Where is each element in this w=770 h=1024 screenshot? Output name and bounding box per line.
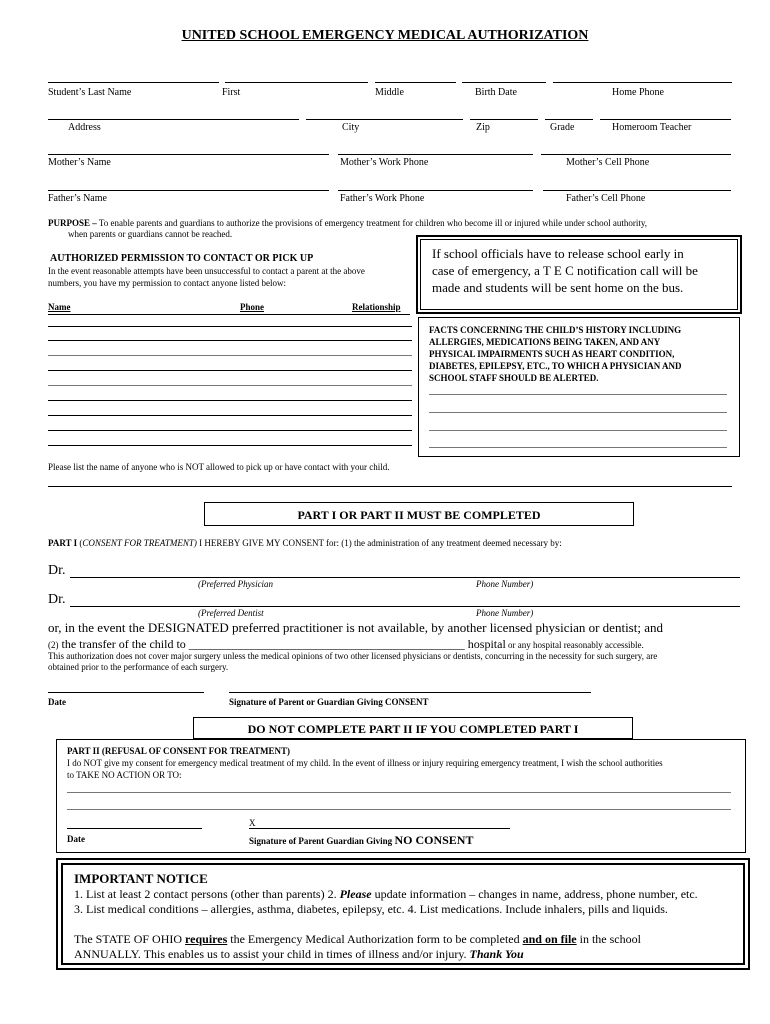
preferred-physician-label: (Preferred Physician — [198, 579, 274, 589]
facts-line-5: SCHOOL STAFF SHOULD BE ALERTED. — [429, 373, 599, 383]
facts-line[interactable] — [429, 430, 727, 431]
col-relationship-header: Relationship — [352, 302, 401, 312]
notice-state-2: the Emergency Medical Authorization form to be completed — [227, 932, 523, 946]
facts-line[interactable] — [429, 412, 727, 413]
contact-line[interactable] — [48, 326, 412, 327]
notice-item-1 — [74, 887, 698, 902]
homeroom-teacher-label: Homeroom Teacher — [612, 122, 692, 133]
purpose-text-1: To enable parents and guardians to authorize the provisions of emergency treatment for children who become ill or injured while under school authority, — [96, 218, 648, 228]
part1-label: PART I — [48, 538, 78, 548]
birth-date-label: Birth Date — [475, 87, 517, 98]
part2-signature-prefix: Signature of Parent Guardian Giving — [249, 836, 395, 846]
part2-text-2: to TAKE NO ACTION OR TO: — [67, 770, 182, 780]
preferred-dentist-label: (Preferred Dentist — [198, 608, 264, 618]
part2-instruction-line[interactable] — [67, 809, 731, 810]
first-name-label: First — [222, 87, 241, 98]
part2-signature-label — [249, 831, 473, 849]
auth-contact-text-2: numbers, you have my permission to contact anyone listed below: — [48, 278, 286, 288]
part2-x-mark: X — [249, 818, 256, 828]
notice-state-line — [74, 932, 641, 947]
notice-requires: requires — [185, 932, 228, 946]
dr1-label: Dr. — [48, 563, 66, 578]
mothers-work-phone-label: Mother’s Work Phone — [340, 157, 429, 168]
early-release-line-1: If school officials have to release school early in — [432, 246, 684, 261]
part1-signature-label: Signature of Parent or Guardian Giving CONSENT — [229, 697, 429, 707]
part1-date-label: Date — [48, 697, 66, 707]
fathers-work-phone-field[interactable] — [338, 190, 533, 191]
purpose-line-1 — [48, 218, 647, 228]
col-phone-header: Phone — [240, 302, 265, 312]
transfer-text: the transfer of the child to ______________________________________________ hospital — [58, 637, 506, 651]
notice-thank-you: Thank You — [469, 947, 524, 961]
first-name-field[interactable] — [225, 82, 368, 83]
contact-header-rule — [48, 314, 410, 315]
notice-annual-line — [74, 947, 524, 962]
notice-item-3: 3. List medical conditions – allergies, asthma, diabetes, epilepsy, etc. 4. List medications. Include inhalers, pills and liquids. — [74, 902, 668, 916]
notice-item-1-text: 1. List at least 2 contact persons (other than parents) 2. — [74, 887, 340, 901]
or-text: or, in the event the DESIGNATED preferred practitioner is not available, by another licensed physician or dentist; and — [48, 620, 663, 635]
part2-signature-field[interactable] — [249, 828, 510, 829]
facts-line-3: PHYSICAL IMPAIRMENTS SUCH AS HEART CONDITION, — [429, 349, 675, 359]
facts-line-1: FACTS CONCERNING THE CHILD’S HISTORY INCLUDING — [429, 325, 682, 335]
auth-contact-heading: AUTHORIZED PERMISSION TO CONTACT OR PICK UP — [50, 253, 314, 264]
notice-please: Please — [339, 887, 372, 901]
not-allowed-text: Please list the name of anyone who is NOT allowed to pick up or have contact with your child. — [48, 462, 390, 472]
zip-field[interactable] — [470, 119, 538, 120]
contact-line[interactable] — [48, 385, 412, 386]
notice-annual: ANNUALLY. This enables us to assist your child in times of illness and/or injury. — [74, 947, 470, 961]
mothers-name-label: Mother’s Name — [48, 157, 111, 168]
notice-on-file: and on file — [522, 932, 577, 946]
transfer-prefix: (2) — [48, 640, 59, 650]
part1-date-field[interactable] — [48, 692, 204, 693]
birth-date-field[interactable] — [462, 82, 546, 83]
contact-line[interactable] — [48, 400, 412, 401]
preferred-physician-field[interactable] — [70, 577, 740, 578]
auth-contact-text-1: In the event reasonable attempts have been unsuccessful to contact a parent at the above — [48, 266, 365, 276]
not-allowed-field[interactable] — [48, 486, 732, 487]
fathers-cell-phone-field[interactable] — [543, 190, 731, 191]
city-field[interactable] — [306, 119, 463, 120]
part1-consent-italic: CONSENT FOR TREATMENT) — [82, 538, 197, 548]
disclaimer-line-1: This authorization does not cover major surgery unless the medical opinions of two other licensed physicians or dentists, concurring in the necessity for such surgery, are — [48, 651, 658, 661]
last-name-label: Student’s Last Name — [48, 87, 132, 98]
notice-heading: IMPORTANT NOTICE — [74, 871, 208, 886]
fathers-cell-phone-label: Father’s Cell Phone — [566, 193, 646, 204]
col-name-header: Name — [48, 302, 71, 312]
part-banner-text: PART I OR PART II MUST BE COMPLETED — [297, 508, 541, 522]
last-name-field[interactable] — [48, 82, 219, 83]
contact-line[interactable] — [48, 445, 412, 446]
facts-line-2: ALLERGIES, MEDICATIONS BEING TAKEN, AND ANY — [429, 337, 661, 347]
part2-signature-no-consent: NO CONSENT — [394, 833, 474, 847]
middle-name-label: Middle — [375, 87, 404, 98]
part2-date-field[interactable] — [67, 828, 202, 829]
mothers-cell-phone-field[interactable] — [541, 154, 731, 155]
contact-line[interactable] — [48, 355, 412, 356]
transfer-suffix: or any hospital reasonably accessible. — [505, 640, 644, 650]
home-phone-field[interactable] — [553, 82, 732, 83]
contact-line[interactable] — [48, 370, 412, 371]
contact-line[interactable] — [48, 340, 412, 341]
facts-box — [418, 317, 740, 457]
dentist-phone-label: Phone Number) — [476, 608, 534, 618]
grade-label: Grade — [550, 122, 575, 133]
physician-phone-label: Phone Number) — [476, 579, 534, 589]
notice-item-1-rest: update information – changes in name, address, phone number, etc. — [371, 887, 698, 901]
part2-text-1: I do NOT give my consent for emergency medical treatment of my child. In the event of illness or injury requiring emergency treatment, I wish the school authorities — [67, 758, 663, 768]
zip-label: Zip — [476, 122, 490, 133]
early-release-line-2: case of emergency, a T E C notification call will be — [432, 263, 698, 278]
city-label: City — [342, 122, 360, 133]
fathers-name-field[interactable] — [48, 190, 329, 191]
facts-line-4: DIABETES, EPILEPSY, ETC., TO WHICH A PHYSICIAN AND — [429, 361, 682, 371]
purpose-line-2: when parents or guardians cannot be reached. — [68, 229, 233, 239]
early-release-box — [416, 235, 742, 314]
facts-line[interactable] — [429, 447, 727, 448]
part2-date-label: Date — [67, 834, 85, 844]
mothers-cell-phone-label: Mother’s Cell Phone — [566, 157, 650, 168]
mothers-work-phone-field[interactable] — [338, 154, 533, 155]
notice-state-1: The STATE OF OHIO — [74, 932, 186, 946]
part2-banner — [193, 717, 633, 739]
important-notice-box — [56, 858, 750, 970]
contact-line[interactable] — [48, 430, 412, 431]
contact-line[interactable] — [48, 415, 412, 416]
address-label: Address — [68, 122, 101, 133]
part2-heading: PART II (REFUSAL OF CONSENT FOR TREATMENT) — [67, 746, 291, 756]
homeroom-teacher-field[interactable] — [600, 119, 731, 120]
disclaimer-line-2: obtained prior to the performance of each surgery. — [48, 662, 229, 672]
purpose-label: PURPOSE – — [48, 218, 97, 228]
notice-state-3: in the school — [576, 932, 641, 946]
part2-box — [56, 739, 746, 853]
fathers-name-label: Father’s Name — [48, 193, 107, 204]
facts-line[interactable] — [429, 394, 727, 395]
home-phone-label: Home Phone — [612, 87, 664, 98]
grade-field[interactable] — [545, 119, 593, 120]
mothers-name-field[interactable] — [48, 154, 329, 155]
address-field[interactable] — [48, 119, 299, 120]
part1-signature-field[interactable] — [229, 692, 591, 693]
middle-name-field[interactable] — [375, 82, 456, 83]
part1-paren: ( — [77, 538, 83, 548]
fathers-work-phone-label: Father’s Work Phone — [340, 193, 425, 204]
part1-consent-line — [48, 538, 562, 548]
dr2-label: Dr. — [48, 592, 66, 607]
part2-banner-text: DO NOT COMPLETE PART II IF YOU COMPLETED PART I — [247, 722, 579, 736]
part-banner — [204, 502, 634, 526]
part1-consent-text: I HEREBY GIVE MY CONSENT for: (1) the administration of any treatment deemed necessary by: — [196, 538, 562, 548]
early-release-line-3: made and students will be sent home on the bus. — [432, 280, 684, 295]
page-title: UNITED SCHOOL EMERGENCY MEDICAL AUTHORIZATION — [181, 28, 589, 43]
preferred-dentist-field[interactable] — [70, 606, 740, 607]
part2-instruction-line[interactable] — [67, 792, 731, 793]
